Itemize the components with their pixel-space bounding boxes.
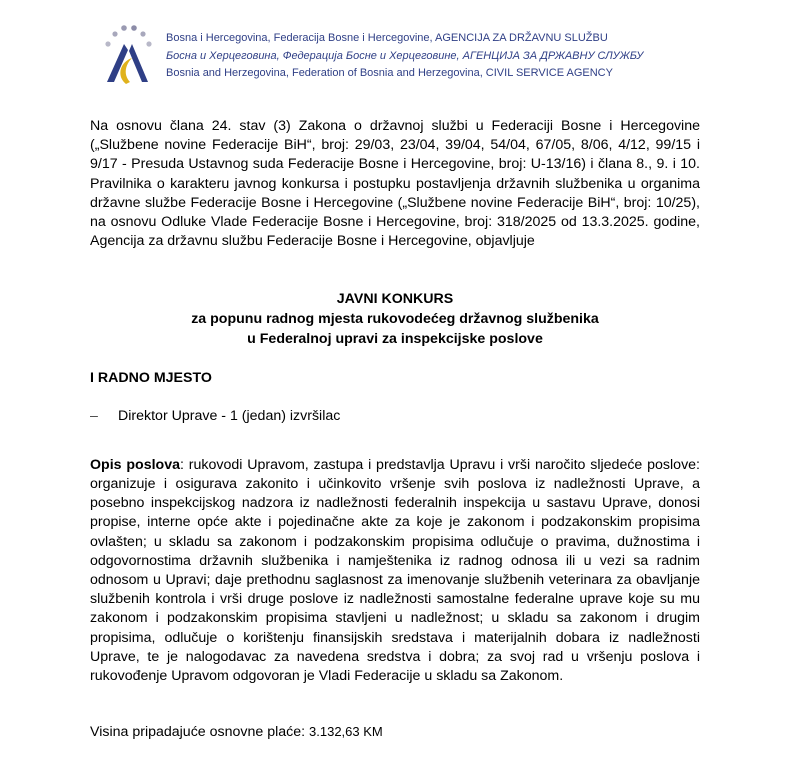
- title-line-2: za popunu radnog mjesta rukovodećeg državnog službenika: [191, 311, 599, 328]
- agency-name-english: Bosnia and Herzegovina, Federation of Bosnia and Herzegovina, CIVIL SERVICE AGENCY: [166, 67, 613, 79]
- section-heading: I RADNO MJESTO: [90, 370, 212, 387]
- salary-amount: 3.132,63 KM: [309, 724, 383, 740]
- position-list-item: [90, 407, 700, 426]
- salary-line: [90, 722, 700, 742]
- duties-text: : rukovodi Upravom, zastupa i predstavlja Upravu i vrši naročito sljedeće poslove: organizuje i osigurava zakonito i učinkovito vršenje svih poslova iz nadležnosti Uprave, a posebno inspekcijskog nadzora iz nadležnosti federalnih inspekcija u sastavu Uprave, donosi propise, interne opće akte i pojedinačne akte za koje je zakonom i podzakonskim propisima ovlašten; u skladu sa zakonom i podzakonskim propisima odlučuje o pravima, dužnostima i odgovornostima državnih službenika i namještenika iz radnog odnosa ili u vezi sa radnim odnosom u Upravi; daje prethodnu saglasnost za imenovanje službenih veterinara za obavljanje službenih kontrola i vrši druge poslove iz nadležnosti samostalne federalne uprave koje su mu zakonom i podzakonskim propisima stavljeni u nadležnost; u skladu sa zakonom i drugim propisima, odlučuje o korištenju finansijskih sredstava i materijalnih dobara iz nadležnosti Uprave, te je nalogodavac za navedena sredstva i dobra; za svoj rad u vršenju poslova i rukovođenje Upravom odgovoran je Vladi Federacije u skladu sa Zakonom.: [90, 456, 700, 685]
- document-header: [98, 22, 738, 92]
- agency-logo-icon: [98, 22, 156, 88]
- document-title: [90, 289, 700, 349]
- duties-paragraph: [90, 456, 700, 686]
- intro-paragraph: Na osnovu člana 24. stav (3) Zakona o državnoj službi u Federaciji Bosne i Hercegovine („Službene novine Federacije BiH“, broj: 29/03, 23/04, 39/04, 54/04, 67/05, 8/06, 4/12, 99/15 i 9/17 - Presuda Ustavnog suda Federacije Bosne i Hercegovine, broj: U-13/16) i člana 8., 9. i 10. Pravilnika o karakteru javnog konkursa i postupku postavljenja državnih službenika u organima državne službe Federacije Bosne i Hercegovine („Službene novine Federacije BiH“, broj: 10/25), na osnovu Odluke Vlade Federacije Bosne i Hercegovine, broj: 318/2025 od 13.3.2025. godine, Agencija za državnu službu Federacije Bosne i Hercegovine, objavljuje: [90, 118, 700, 250]
- document-body: [90, 117, 700, 742]
- title-line-1: JAVNI KONKURS: [336, 291, 454, 308]
- salary-label: Visina pripadajuće osnovne plaće:: [90, 724, 310, 741]
- dash-bullet-icon: –: [90, 407, 98, 424]
- agency-name-lines: [166, 30, 643, 83]
- position-text: Direktor Uprave - 1 (jedan) izvršilac: [118, 407, 341, 424]
- duties-label: Opis poslova: [90, 456, 180, 473]
- agency-name-cyrillic: Босна и Херцеговина, Федерација Босне и Херцеговине, АГЕНЦИЈА ЗА ДРЖАВНУ СЛУЖБУ: [166, 49, 644, 62]
- title-line-3: u Federalnoj upravi za inspekcijske poslove: [247, 331, 543, 348]
- agency-name-latin: Bosna i Hercegovina, Federacija Bosne i Hercegovine, AGENCIJA ZA DRŽAVNU SLUŽBU: [166, 32, 608, 44]
